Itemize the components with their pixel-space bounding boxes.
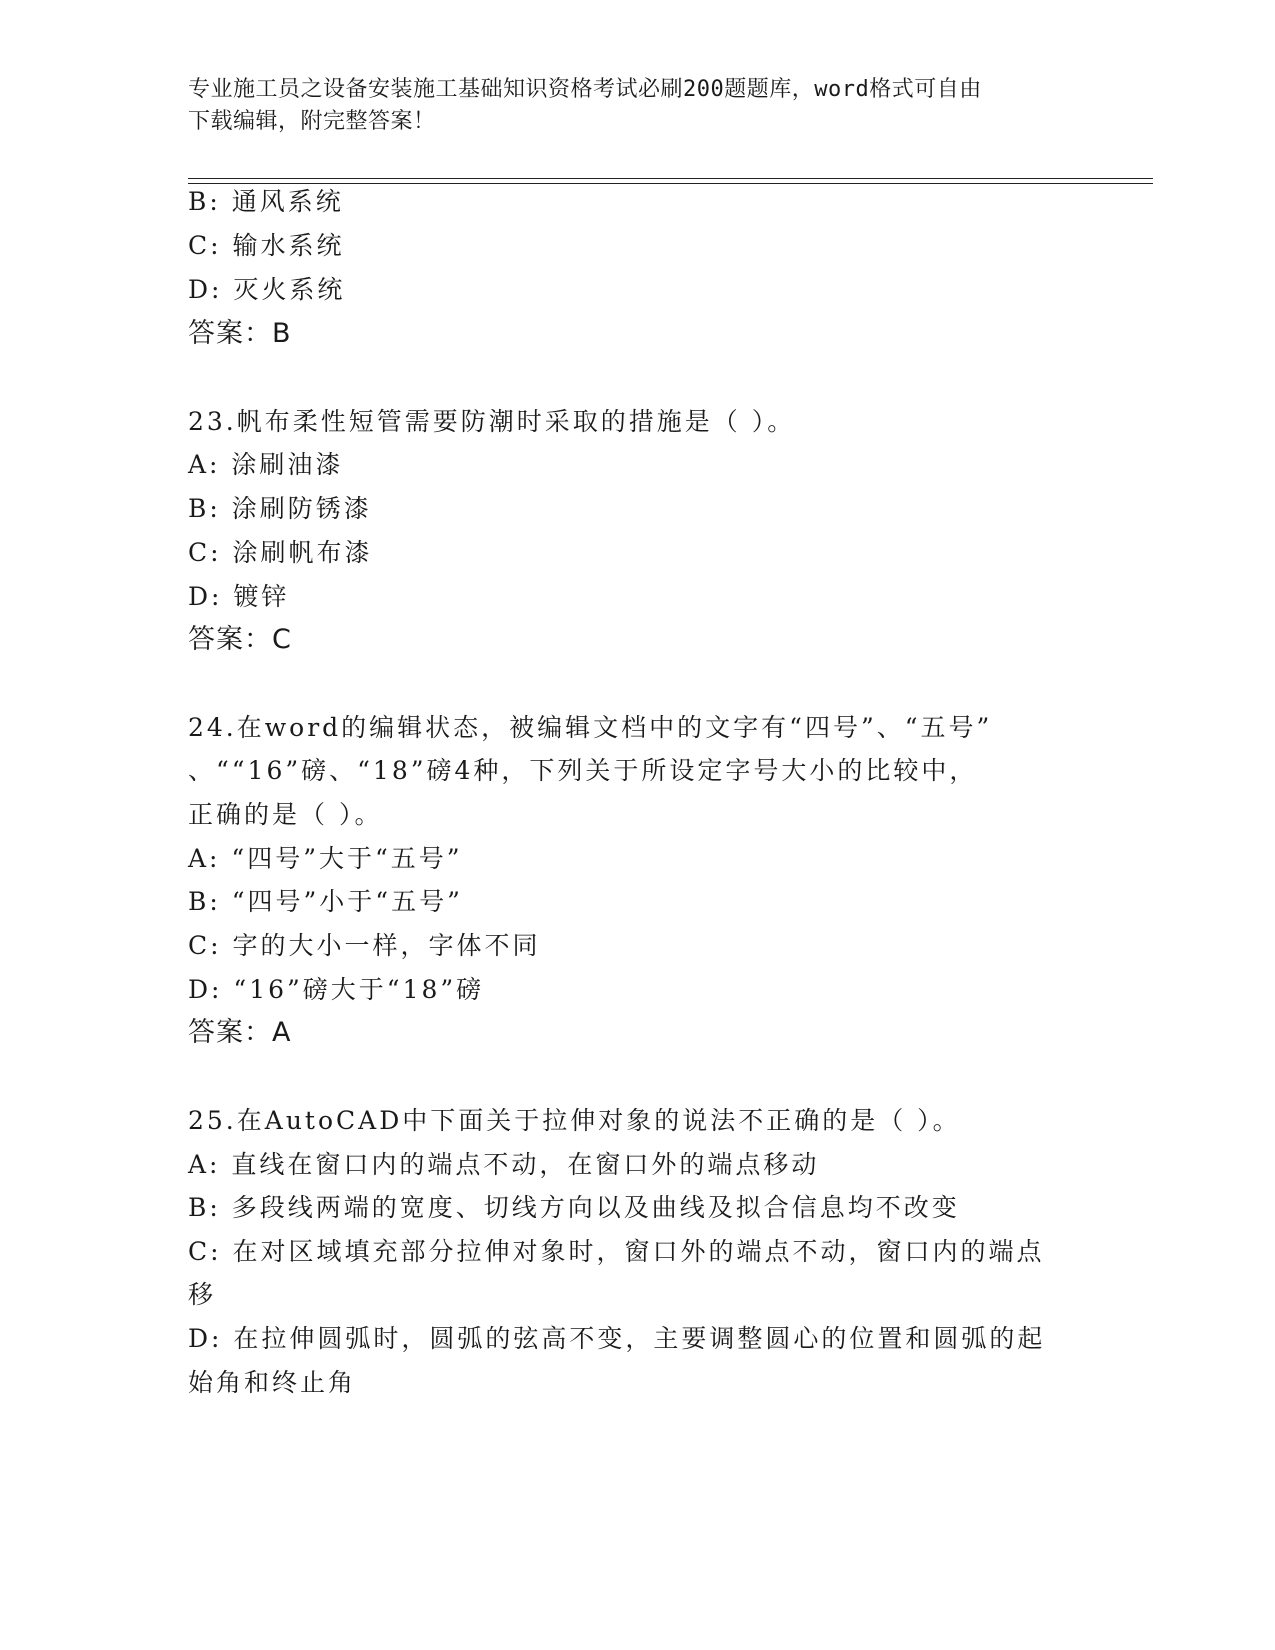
question-25-stem: 25.在AutoCAD中下面关于拉伸对象的说法不正确的是（ ）。	[188, 1106, 961, 1135]
question-24-option-d: D: “16”磅大于“18”磅	[188, 975, 485, 1004]
header-divider-top	[188, 178, 1153, 179]
question-25-option-c-line-2: 移	[188, 1280, 217, 1309]
header-line-1: 专业施工员之设备安装施工基础知识资格考试必刷200题题库，word格式可自由	[188, 77, 982, 102]
question-23-option-b: B: 涂刷防锈漆	[188, 494, 372, 523]
question-24-stem-line-2: 、““16”磅、“18”磅4种，下列关于所设定字号大小的比较中，	[188, 756, 978, 785]
question-25-option-d-line-1: D: 在拉伸圆弧时，圆弧的弦高不变，主要调整圆心的位置和圆弧的起	[188, 1324, 1046, 1353]
question-25-option-b: B: 多段线两端的宽度、切线方向以及曲线及拟合信息均不改变	[188, 1193, 960, 1222]
question-24-option-b: B: “四号”小于“五号”	[188, 887, 463, 916]
question-23-answer: 答案：C	[188, 624, 292, 655]
question-23-option-d: D: 镀锌	[188, 582, 290, 611]
question-25-option-a: A: 直线在窗口内的端点不动，在窗口外的端点移动	[188, 1150, 820, 1179]
question-25-option-d-line-2: 始角和终止角	[188, 1368, 357, 1397]
question-24-answer: 答案：A	[188, 1017, 292, 1048]
header-divider-bottom	[188, 183, 1153, 184]
question-23-stem: 23.帆布柔性短管需要防潮时采取的措施是（ ）。	[188, 407, 796, 436]
question-24-option-a: A: “四号”大于“五号”	[188, 844, 463, 873]
question-25-option-c-line-1: C: 在对区域填充部分拉伸对象时，窗口外的端点不动，窗口内的端点	[188, 1237, 1045, 1266]
option-d: D: 灭火系统	[188, 275, 346, 304]
option-b: B: 通风系统	[188, 187, 344, 216]
question-24-stem-line-3: 正确的是（ ）。	[188, 800, 383, 829]
question-24-option-c: C: 字的大小一样，字体不同	[188, 931, 541, 960]
question-23-option-c: C: 涂刷帆布漆	[188, 538, 373, 567]
question-23-option-a: A: 涂刷油漆	[188, 450, 344, 479]
option-c: C: 输水系统	[188, 231, 345, 260]
question-24-stem-line-1: 24.在word的编辑状态，被编辑文档中的文字有“四号”、“五号”	[188, 713, 993, 742]
header-line-2: 下载编辑，附完整答案！	[188, 109, 436, 134]
document-header	[188, 74, 1088, 138]
answer-label: 答案：B	[188, 318, 292, 349]
